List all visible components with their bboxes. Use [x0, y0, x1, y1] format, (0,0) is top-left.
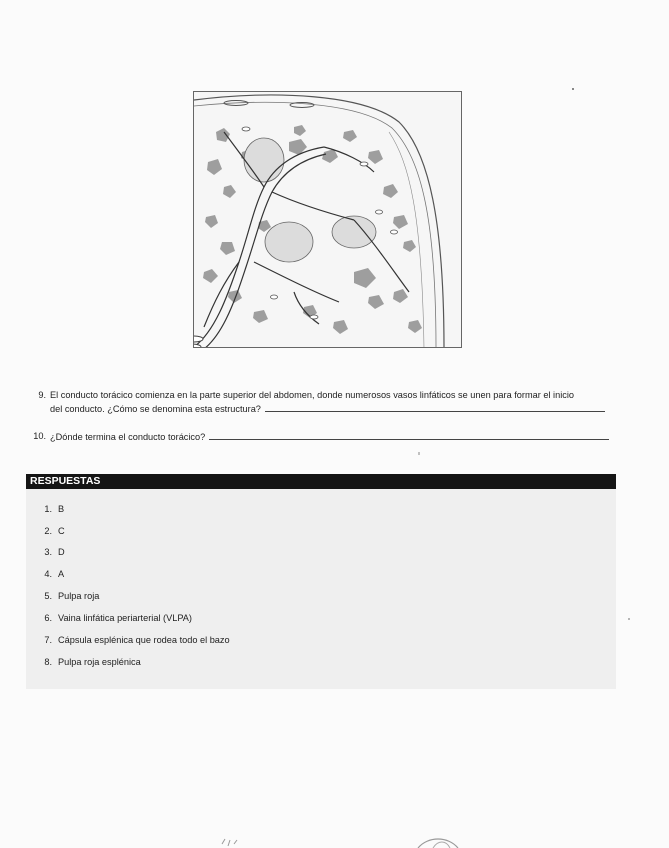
question-text-line-2	[50, 402, 620, 415]
answers-header: RESPUESTAS	[26, 474, 616, 489]
scan-speck	[418, 452, 420, 455]
answer-item	[38, 612, 192, 624]
scan-speck	[572, 88, 574, 90]
answer-number: 2.	[44, 526, 52, 536]
answer-item	[38, 503, 64, 515]
question-number: 9.	[38, 390, 46, 400]
answer-number: 3.	[44, 547, 52, 557]
answer-text: C	[58, 526, 65, 536]
scan-speck	[628, 618, 630, 620]
answer-item	[38, 590, 99, 602]
answer-text: Pulpa roja esplénica	[58, 657, 141, 667]
answer-text: Vaina linfática periarterial (VLPA)	[58, 613, 192, 623]
answer-text: A	[58, 569, 65, 579]
question-text: ¿Dónde termina el conducto torácico?	[50, 432, 206, 442]
answer-text: B	[58, 504, 65, 514]
answers-panel	[26, 489, 616, 689]
answer-number: 6.	[44, 613, 52, 623]
answer-blank-line[interactable]	[209, 430, 609, 440]
answer-item	[38, 546, 65, 558]
answer-number: 8.	[44, 657, 52, 667]
question-text-line: El conducto torácico comienza en la parte superior del abdomen, donde numerosos vasos linfáticos se unen para formar el inicio	[50, 390, 574, 400]
answer-text: Cápsula esplénica que rodea todo el bazo	[58, 635, 230, 645]
answer-item	[38, 525, 65, 537]
spleen-lymph-vessel-figure	[193, 91, 462, 348]
spleen-lymph-vessel-diagram-icon	[194, 92, 462, 348]
question-number: 10.	[33, 431, 46, 441]
answer-blank-line[interactable]	[265, 402, 605, 412]
answer-number: 4.	[44, 569, 52, 579]
question-text: del conducto. ¿Cómo se denomina esta estructura?	[50, 404, 261, 414]
answer-text: Pulpa roja	[58, 591, 100, 601]
answer-item	[38, 656, 141, 668]
answer-number: 7.	[44, 635, 52, 645]
answer-text: D	[58, 547, 65, 557]
answer-item	[38, 634, 230, 646]
answer-item	[38, 568, 64, 580]
question-text-line	[50, 430, 620, 443]
answer-number: 5.	[44, 591, 52, 601]
footer-scan-artifact-icon	[218, 834, 478, 848]
answer-number: 1.	[44, 504, 52, 514]
